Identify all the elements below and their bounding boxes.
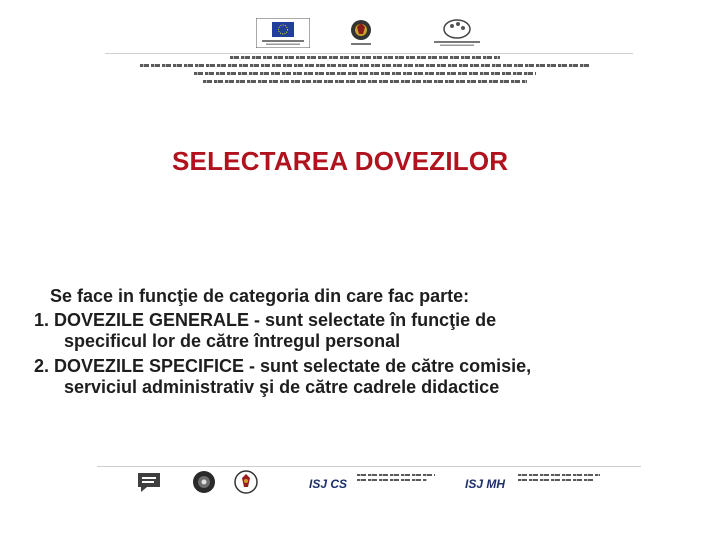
isj-mh-mark: ISJ MH xyxy=(465,477,506,491)
footer-divider xyxy=(97,466,641,467)
slide-title: SELECTAREA DOVEZILOR xyxy=(172,146,509,176)
isj-cs-fine-print xyxy=(357,474,435,481)
round-emblem-logo xyxy=(190,470,218,494)
eu-flag-logo xyxy=(256,18,310,48)
footer-logo-strip xyxy=(135,468,610,496)
isj-cs-mark: ISJ CS xyxy=(309,477,348,491)
romanian-crest-logo xyxy=(348,18,374,48)
list-item-line: specificul lor de către întregul personal xyxy=(64,331,401,351)
header-logo-strip xyxy=(250,18,520,52)
isj-cs-logo xyxy=(309,475,347,493)
isj-mh-fine-print xyxy=(518,474,600,481)
list-item-line: serviciul administrativ şi de către cadrele didactice xyxy=(64,377,500,397)
romanian-crest-logo xyxy=(232,470,260,494)
header-fine-print xyxy=(140,56,590,88)
intro-text: Se face in funcţie de categoria din care fac parte: xyxy=(50,286,470,306)
list-item-line: 1. DOVEZILE GENERALE - sunt selectate în funcţie de xyxy=(34,310,497,330)
isj-mh-logo xyxy=(465,475,505,493)
list-item xyxy=(34,310,684,352)
list-item xyxy=(34,356,684,398)
slide-body xyxy=(34,286,684,402)
edu-forum-logo xyxy=(135,470,163,494)
header-divider xyxy=(105,53,633,54)
fse-logo xyxy=(426,18,488,48)
list-item-line: 2. DOVEZILE SPECIFICE - sunt selectate de către comisie, xyxy=(34,356,532,376)
